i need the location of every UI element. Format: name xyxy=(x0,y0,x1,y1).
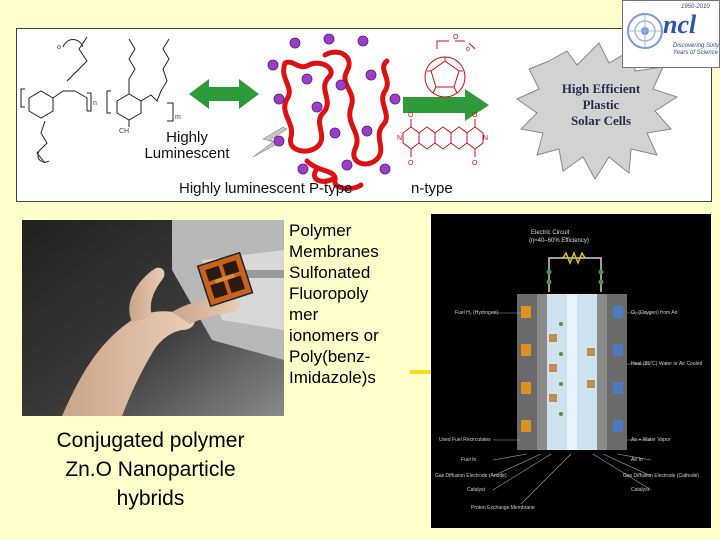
luminescent-label-line1: Highly xyxy=(166,129,208,146)
caption-line: hybrids xyxy=(116,487,185,510)
logo-text: ncl xyxy=(663,10,697,39)
fuel-cell-label-right: O₂ (Oxygen) from Air xyxy=(631,310,678,316)
caption-line: Zn.O Nanoparticle xyxy=(65,458,236,481)
ncl-logo xyxy=(622,0,720,68)
starburst-text xyxy=(541,81,661,129)
membrane-line: Polymer xyxy=(289,221,352,240)
fuel-cell-label-left: Proton Exchange Membrane xyxy=(471,505,535,511)
fuel-cell-label-left: Fuel In xyxy=(461,457,477,463)
caption-line: Conjugated polymer xyxy=(56,429,245,452)
logo-years: 1950-2010 xyxy=(681,4,710,10)
svg-text:CH: CH xyxy=(119,128,130,135)
fuel-cell-label-right: Heat (85°C) Water or Air Cooled xyxy=(631,361,703,367)
fuel-cell-label-left: Used Fuel Recirculates xyxy=(439,437,491,443)
photo-caption xyxy=(18,426,283,513)
fuel-cell-diagram xyxy=(431,214,711,528)
membrane-description xyxy=(289,220,414,388)
logo-tagline-line1: Discovering Sixty xyxy=(673,43,720,49)
svg-text:O: O xyxy=(453,34,459,41)
starburst-line2: Plastic xyxy=(582,97,620,112)
svg-text:O: O xyxy=(408,160,414,167)
solar-cell-photo xyxy=(22,220,284,416)
membrane-line: Fluoropoly xyxy=(289,284,369,303)
fuel-cell-drawing xyxy=(431,214,711,528)
photo-illustration xyxy=(22,220,284,416)
double-arrow-green xyxy=(189,79,259,109)
perylene-diimide-molecule xyxy=(403,119,483,157)
fuel-cell-label-right: Air + Water Vapor xyxy=(631,437,671,443)
starburst-line1: High Efficient xyxy=(561,81,641,96)
svg-text:O: O xyxy=(472,160,478,167)
fuel-cell-label-right: Air In xyxy=(631,457,643,463)
membrane-line: mer xyxy=(289,305,319,324)
fuel-cell-title-line2: (η≈40–60% Efficiency) xyxy=(529,238,589,244)
fuel-cell-title-line1: Electric Circuit xyxy=(531,230,570,236)
membrane-line: ionomers or xyxy=(289,326,379,345)
membrane-line: Poly(benz- xyxy=(289,347,371,366)
membrane-line: Sulfonated xyxy=(289,263,371,282)
fuel-cell-label-left: Gas Diffusion Electrode (Anode) xyxy=(435,473,507,479)
svg-text:O: O xyxy=(408,112,414,119)
svg-text:o: o xyxy=(57,44,61,51)
p-type-label: Highly luminescent P-type xyxy=(179,180,353,197)
membrane-line: Imidazole)s xyxy=(289,368,376,387)
fuel-cell-label-left: Catalyst xyxy=(467,487,486,493)
svg-text:O: O xyxy=(472,112,478,119)
svg-text:N: N xyxy=(483,135,489,142)
svg-text:o: o xyxy=(466,46,470,53)
starburst-line3: Solar Cells xyxy=(570,113,632,128)
svg-text:N: N xyxy=(397,135,403,142)
membrane-line: Membranes xyxy=(289,242,379,261)
n-type-label: n-type xyxy=(411,180,453,197)
fuel-cell-label-right: Gas Diffusion Electrode (Cathode) xyxy=(623,473,700,479)
chemistry-scheme-panel xyxy=(16,28,712,202)
svg-text:n: n xyxy=(93,100,97,107)
luminescent-label-line2: Luminescent xyxy=(144,145,230,162)
logo-tagline-line2: Years of Science xyxy=(673,50,719,56)
svg-text:m: m xyxy=(175,114,181,121)
fuel-cell-label-left: Fuel H₂ (Hydrogen) xyxy=(455,310,499,316)
fuel-cell-label-right: Catalyst xyxy=(631,487,650,493)
